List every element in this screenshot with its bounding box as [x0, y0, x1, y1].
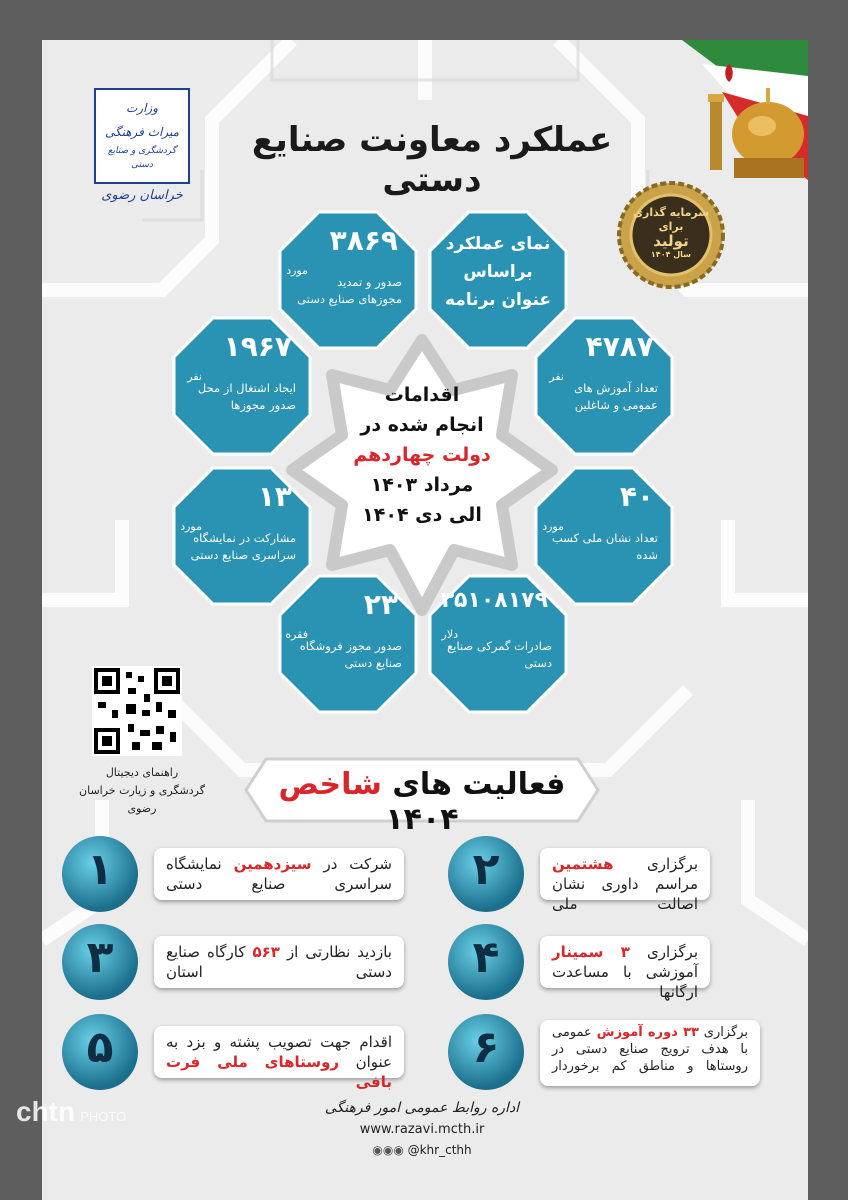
center-line-4: مرداد ۱۴۰۳ — [370, 474, 474, 496]
activity-item-6 — [540, 1020, 760, 1086]
activity-highlight: سیزدهمین — [233, 855, 312, 873]
activity-highlight: روستاهای ملی فرت بافی — [166, 1053, 392, 1091]
shrine-dome-icon — [706, 70, 808, 180]
activity-highlight: ۵۶۳ — [252, 943, 280, 961]
activity-pre: برگزاری — [646, 855, 698, 873]
center-text — [342, 380, 502, 530]
activity-post: کارگاه صنایع دستی استان — [166, 943, 392, 981]
footer — [322, 1100, 522, 1157]
slogan-line-3: تولید — [653, 232, 689, 250]
activity-highlight: ۳ سمینار — [552, 943, 630, 961]
activity-item-4 — [540, 936, 710, 1001]
emblem-icon — [718, 62, 740, 84]
stat-exports — [428, 574, 568, 714]
stat-label: تعداد نشان ملی کسب شده — [551, 531, 658, 562]
activity-number: ۵ — [86, 1022, 114, 1073]
stat-employment — [172, 316, 312, 456]
center-line-1: اقدامات — [384, 384, 460, 406]
stat-stores — [278, 574, 418, 714]
activity-item-3 — [154, 936, 404, 988]
activities-title-prefix: فعالیت های — [392, 767, 566, 802]
slogan-badge — [616, 180, 726, 290]
stat-label: صدور مجوز فروشگاه صنایع دستی — [299, 639, 402, 670]
activity-number: ۴ — [472, 932, 500, 983]
stat-unit: فقره — [285, 628, 308, 641]
activity-post: عمومی با هدف ترویج صنایع دستی در روستاها و مناطق کم برخوردار — [552, 1025, 748, 1074]
activity-badge-5 — [62, 1014, 138, 1090]
activity-badge-6 — [448, 1014, 524, 1090]
page-title: عملکرد معاونت صنایع دستی — [251, 120, 613, 200]
stat-unit: نفر — [187, 370, 202, 383]
activity-item-5 — [154, 1026, 404, 1091]
activity-badge-4 — [448, 924, 524, 1000]
activities-title-year: ۱۴۰۴ — [385, 802, 459, 837]
overview-line-1: نمای عملکرد — [445, 234, 551, 254]
footer-website[interactable]: www.razavi.mcth.ir — [359, 1122, 485, 1137]
activity-item-2 — [540, 848, 710, 913]
activity-number: ۳ — [86, 932, 114, 983]
footer-social-handle[interactable]: @khr_cthh — [407, 1143, 472, 1157]
activity-pre: بازدید نظارتی از — [286, 943, 392, 961]
ministry-logo — [94, 88, 190, 184]
social-icons[interactable]: ◉◉◉ — [372, 1143, 408, 1157]
stat-label: ایجاد اشتغال از محل صدور مجوزها — [197, 381, 296, 412]
activity-post: نمایشگاه سراسری صنایع دستی — [166, 855, 392, 893]
stat-unit: دلار — [441, 628, 458, 641]
stat-unit: مورد — [180, 520, 202, 533]
province-label: خراسان رضوی — [101, 188, 183, 203]
stat-number: ۱۹۶۷ — [223, 330, 292, 363]
overview-line-2: براساس — [463, 262, 533, 282]
activity-highlight: هشتمین — [552, 855, 614, 873]
activities-title-highlight: شاخص — [278, 767, 382, 802]
watermark — [16, 1096, 126, 1128]
stat-number: ۳۵۱۰۸۱۷۹ — [440, 588, 548, 613]
stat-training — [534, 316, 674, 456]
activity-pre: برگزاری — [646, 943, 698, 961]
stat-label: صادرات گمرکی صنایع دستی — [447, 639, 552, 670]
activity-post: آموزشی با مساعدت ارگانها — [552, 963, 698, 1001]
center-line-2: انجام شده در — [360, 414, 484, 436]
activity-pre: شرکت در — [323, 855, 392, 873]
ministry-line-1: وزارت — [125, 101, 158, 115]
stat-number: ۱۳ — [257, 480, 292, 513]
activity-pre: برگزاری — [703, 1025, 748, 1040]
poster — [42, 40, 808, 1200]
qr-caption — [72, 764, 212, 818]
activity-badge-1 — [62, 836, 138, 912]
center-line-3: دولت چهاردهم — [353, 444, 491, 466]
slogan-line-2: برای — [658, 220, 684, 233]
stat-label: تعداد آموزش های عمومی و شاغلین — [574, 381, 658, 412]
activity-badge-2 — [448, 836, 524, 912]
stat-number: ۳۸۶۹ — [329, 224, 398, 257]
activity-number: ۱ — [86, 844, 114, 895]
qr-caption-line-2: گردشگری و زیارت خراسان رضوی — [79, 784, 205, 815]
stat-label: صدور و تمدید مجوزهای صنایع دستی — [297, 275, 402, 306]
watermark-brand: chtn — [16, 1096, 76, 1127]
activity-number: ۶ — [472, 1022, 500, 1073]
activity-badge-3 — [62, 924, 138, 1000]
activity-post: مراسم داوری نشان اصالت ملی — [552, 875, 698, 913]
activities-title — [242, 767, 602, 837]
activity-pre: اقدام جهت تصویب پشته و بزد به عنوان — [166, 1033, 392, 1071]
ministry-line-2: میراث فرهنگی — [104, 125, 180, 139]
stat-unit: مورد — [542, 520, 564, 533]
stat-number: ۴۰ — [619, 480, 654, 513]
stat-number: ۴۷۸۷ — [585, 330, 654, 363]
activities-banner — [242, 755, 602, 837]
stat-label: مشارکت در نمایشگاه سراسری صنایع دستی — [190, 531, 296, 562]
stat-number: ۲۳ — [363, 588, 398, 621]
activity-number: ۲ — [472, 844, 500, 895]
activity-item-1 — [154, 848, 404, 900]
footer-social[interactable] — [322, 1143, 522, 1157]
activity-highlight: ۳۳ دوره آموزش — [596, 1025, 699, 1040]
footer-office: اداره روابط عمومی امور فرهنگی — [324, 1100, 520, 1116]
qr-caption-line-1: راهنمای دیجیتال — [105, 766, 179, 779]
overview-line-3: عنوان برنامه — [444, 290, 552, 310]
slogan-line-1: سرمایه گذاری — [632, 206, 710, 219]
watermark-suffix: PHOTO — [80, 1109, 127, 1124]
slogan-year: سال ۱۴۰۴ — [650, 250, 692, 259]
center-line-5: الی دی ۱۴۰۴ — [362, 504, 482, 526]
stat-unit: مورد — [286, 264, 308, 277]
ministry-line-3: گردشگری و صنایع دستی — [107, 146, 177, 170]
stat-unit: نفر — [549, 370, 564, 383]
qr-code[interactable] — [92, 666, 182, 756]
